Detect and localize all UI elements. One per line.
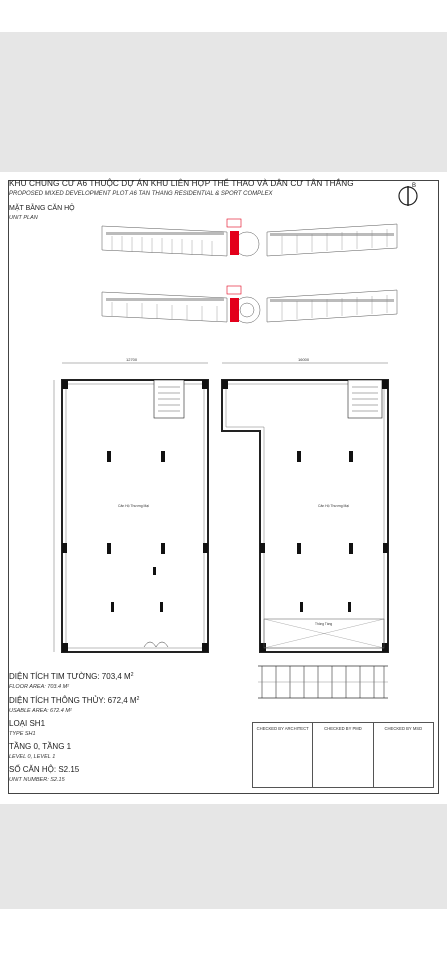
floor-plan-level-0 <box>48 357 218 662</box>
north-arrow-icon <box>396 180 422 208</box>
document-subtitle: PROPOSED MIXED DEVELOPMENT PLOT A6 TAN THANG RESIDENTIAL & SPORT COMPLEX <box>9 191 273 197</box>
unit-type: LOẠI SH1 <box>9 719 46 728</box>
section-subtitle: UNIT PLAN <box>9 215 38 221</box>
left-room-label: Căn Hộ Thương Mại <box>118 504 150 508</box>
highlighted-unit-lower <box>230 298 239 322</box>
bottom-gray-band <box>0 804 447 909</box>
section-title: MẶT BẰNG CĂN HỘ <box>9 205 75 212</box>
usable-area: USABLE AREA: 672.4 M² <box>9 708 72 714</box>
gross-area: DIỆN TÍCH TIM TƯỜNG: 703,4 $M^2$ <box>9 672 134 681</box>
left-dim-width: 12700 <box>126 357 138 362</box>
top-gray-band <box>0 32 447 172</box>
document-title: KHU CHUNG CƯ A6 THUỘC DỰ ÁN KHU LIÊN HỢP THỂ THAO VÀ DÂN CƯ TÂN THẮNG <box>9 179 354 188</box>
elevation-railing <box>258 662 388 702</box>
check-pmd: CHECKED BY PMD <box>313 723 373 787</box>
document-sheet <box>0 172 447 804</box>
floor-area: FLOOR AREA: 703.4 M² <box>9 684 70 690</box>
net-area: DIỆN TÍCH THÔNG THỦY: 672,4 $M^2$ <box>9 696 140 705</box>
right-terrace-label: Thông Tầng <box>315 622 333 626</box>
unit-type-en: TYPE SH1 <box>9 731 36 737</box>
right-dim-width: 16000 <box>298 357 310 362</box>
unit-level-en: LEVEL 0, LEVEL 1 <box>9 754 56 760</box>
floor-plan-level-1 <box>208 357 408 662</box>
check-msd: CHECKED BY MSD <box>384 726 423 731</box>
unit-level: TẦNG 0, TẦNG 1 <box>9 742 72 751</box>
approval-table <box>252 722 434 788</box>
check-architect: CHECKED BY ARCHITECT <box>253 723 313 787</box>
top-white-band <box>0 0 447 32</box>
bottom-white-band <box>0 909 447 960</box>
key-plan <box>92 206 412 346</box>
unit-number: SỐ CĂN HỘ: S2.15 <box>9 765 80 774</box>
highlighted-unit-upper <box>230 231 239 255</box>
right-room-label: Căn Hộ Thương Mại <box>318 504 350 508</box>
compass-letter: B <box>412 183 417 189</box>
unit-number-en: UNIT NUMBER: S2.15 <box>9 777 65 783</box>
